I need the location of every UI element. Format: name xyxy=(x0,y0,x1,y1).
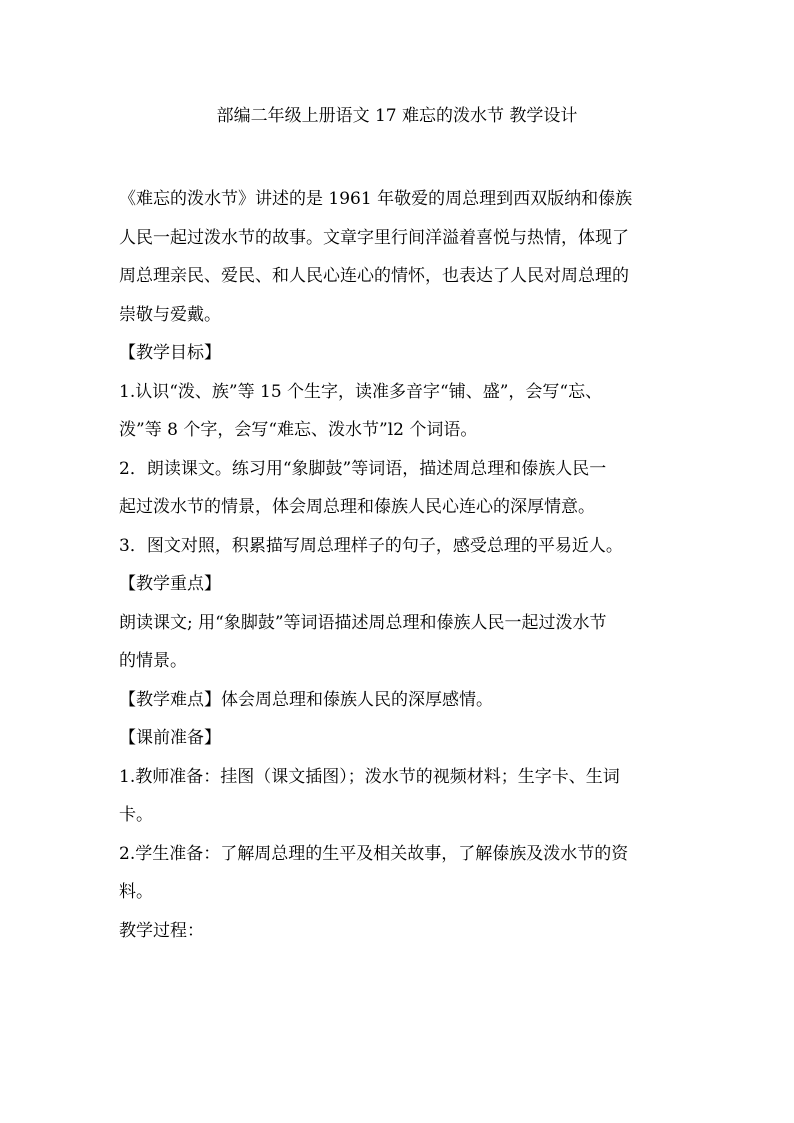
intro-line-2: 人民一起过泼水节的故事。文章字里行间洋溢着喜悦与热情，体现了 xyxy=(119,227,629,248)
document-title: 部编二年级上册语文 17 难忘的泼水节 教学设计 xyxy=(216,106,578,126)
intro-line-3: 周总理亲民、爱民、和人民心连心的情怀，也表达了人民对周总理的 xyxy=(119,266,629,286)
objective-2-line-1: 2．朗读课文。练习用“象脚鼓”等词语，描述周总理和傣族人民一 xyxy=(119,458,607,479)
preparation-student-line-1: 2.学生准备：了解周总理的生平及相关故事，了解傣族及泼水节的资 xyxy=(119,843,629,864)
objective-2-line-2: 起过泼水节的情景，体会周总理和傣族人民心连心的深厚情意。 xyxy=(119,497,595,517)
key-points-line-2: 的情景。 xyxy=(119,651,187,671)
section-teaching-process: 教学过程： xyxy=(119,920,204,941)
objective-1-line-2: 泼”等 8 个字，会写“难忘、泼水节”l2 个词语。 xyxy=(119,420,478,440)
section-heading-objectives: 【教学目标】 xyxy=(119,343,221,363)
section-heading-preparation: 【课前准备】 xyxy=(119,728,221,748)
document-body xyxy=(119,184,679,954)
key-points-line-1: 朗读课文; 用“象脚鼓”等词语描述周总理和傣族人民一起过泼水节 xyxy=(119,612,607,633)
preparation-teacher-line-2: 卡。 xyxy=(119,805,153,825)
section-difficulties: 【教学难点】体会周总理和傣族人民的深厚感情。 xyxy=(119,689,493,710)
intro-line-1: 《难忘的泼水节》讲述的是 1961 年敬爱的周总理到西双版纳和傣族 xyxy=(119,189,633,209)
section-heading-key-points: 【教学重点】 xyxy=(119,574,221,594)
preparation-student-line-2: 料。 xyxy=(119,882,153,902)
objective-1-line-1: 1.认识“泼、族”等 15 个生字，读准多音字“铺、盛”，会写“忘、 xyxy=(119,381,603,402)
objective-3: 3．图文对照，积累描写周总理样子的句子，感受总理的平易近人。 xyxy=(119,535,623,556)
intro-line-4: 崇敬与爱戴。 xyxy=(119,304,221,325)
preparation-teacher-line-1: 1.教师准备：挂图（课文插图）；泼水节的视频材料；生字卡、生词 xyxy=(119,766,620,787)
